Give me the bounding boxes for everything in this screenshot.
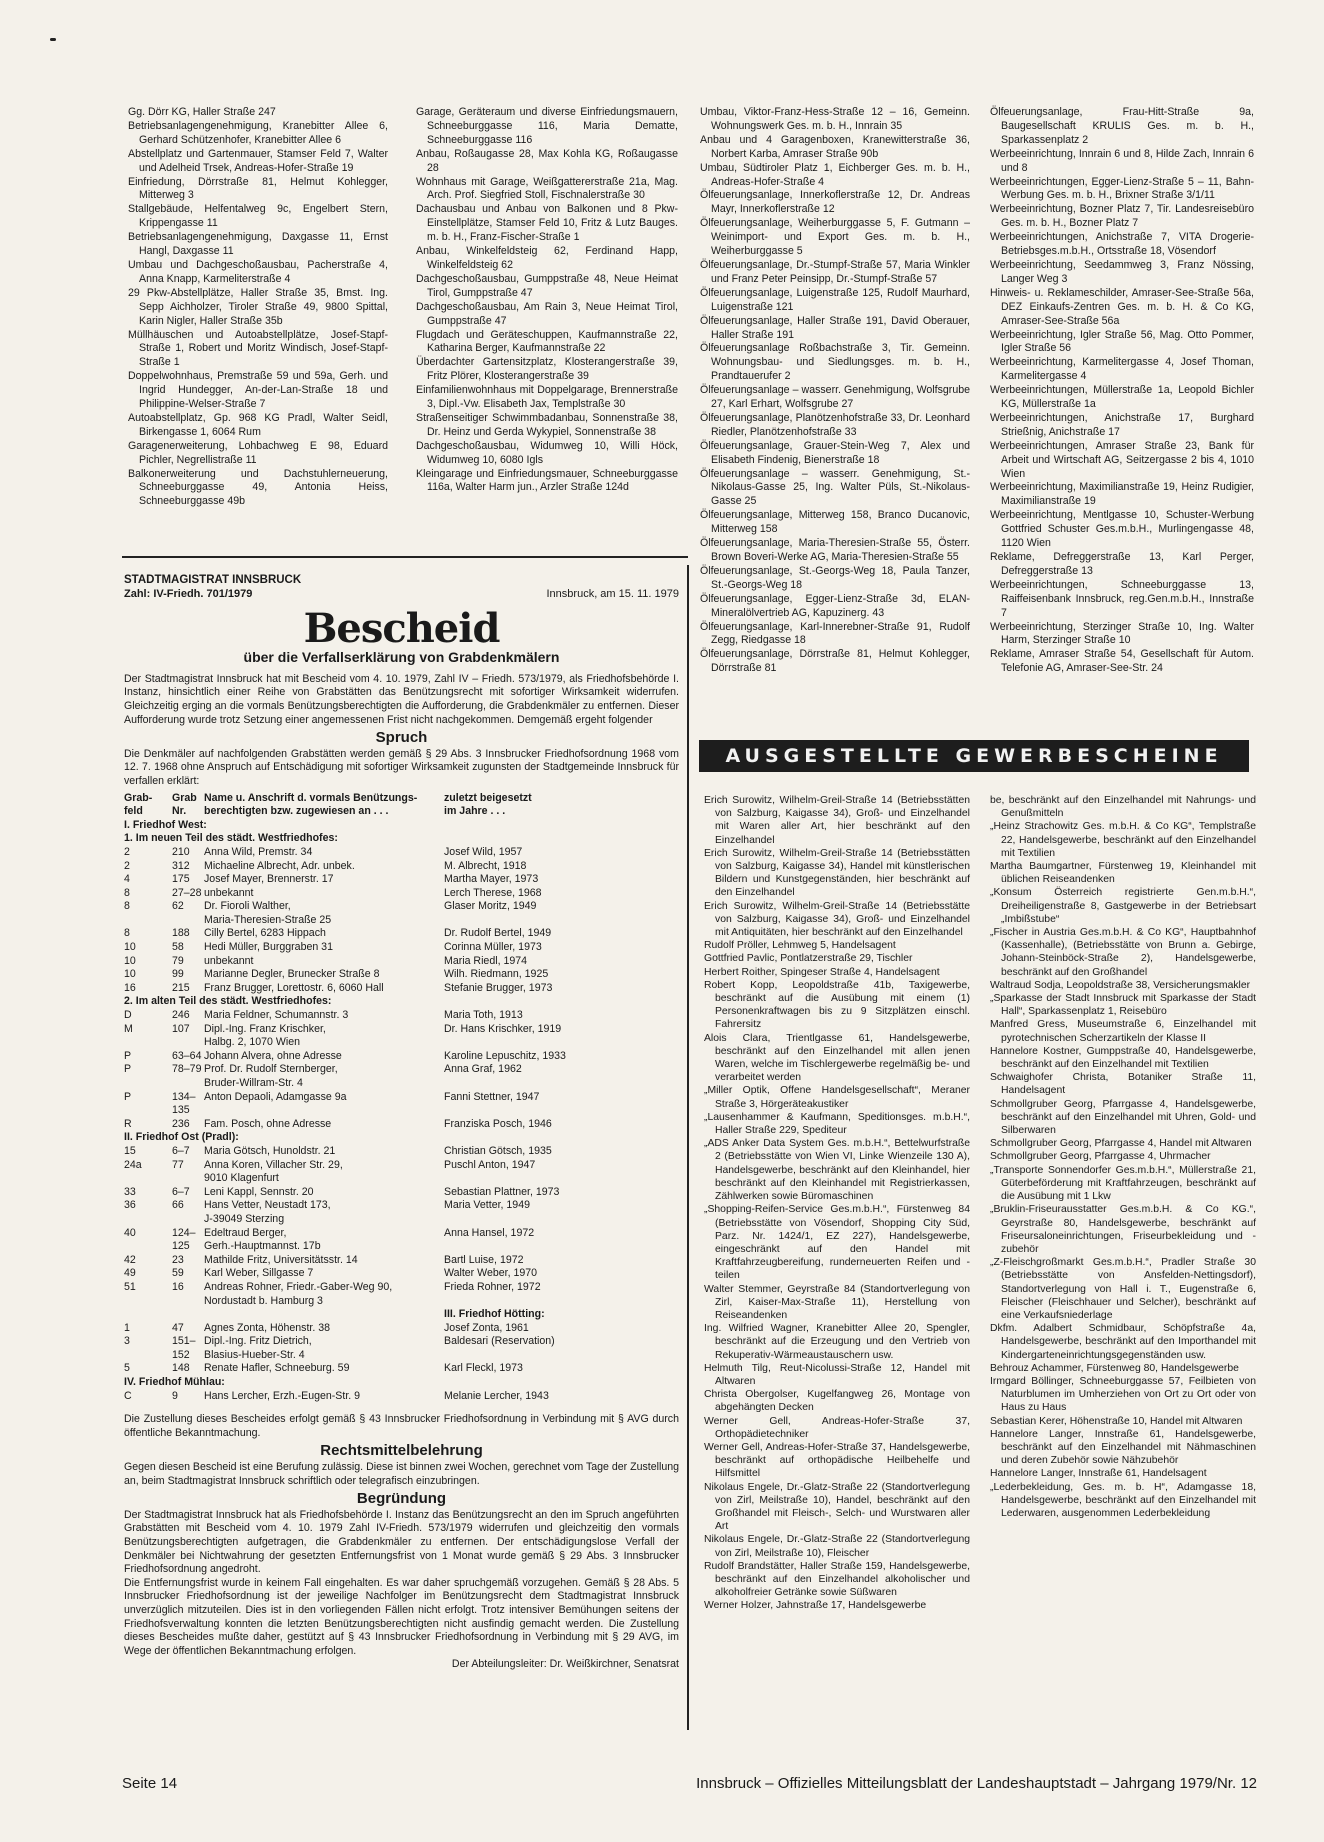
cemetery-heading: I. Friedhof West: bbox=[124, 818, 207, 831]
table-row bbox=[124, 1063, 679, 1090]
table-cell: 27–28 bbox=[172, 886, 202, 899]
table-cell: Baldesari (Reservation) bbox=[444, 1335, 555, 1348]
table-cell: 36 bbox=[124, 1199, 136, 1212]
list-entry: Helmuth Tilg, Reut-Nicolussi-Straße 12, Handel mit Altwaren bbox=[704, 1362, 970, 1387]
list-entry: Ölfeuerungsanlage, St.-Georgs-Weg 18, Paula Tanzer, St.-Georgs-Weg 18 bbox=[700, 564, 970, 591]
table-cell: C bbox=[124, 1389, 132, 1402]
list-entry: Rudolf Pröller, Lehmweg 5, Handelsagent bbox=[704, 940, 896, 952]
table-cell: Stefanie Brugger, 1973 bbox=[444, 981, 553, 994]
table-cell: P bbox=[124, 1090, 132, 1103]
table-cell: Dipl.-Ing. Fritz Dietrich, Blasius-Hueber-Str. 4 bbox=[204, 1335, 312, 1361]
table-cell: 210 bbox=[172, 845, 190, 858]
table-cell: 63–64 bbox=[172, 1049, 202, 1062]
table-cell: unbekannt bbox=[204, 886, 254, 899]
list-entry: Werner Gell, Andreas-Hofer-Straße 37, Orthopädietechniker bbox=[704, 1415, 970, 1440]
table-cell: 2 bbox=[124, 859, 130, 872]
table-cell: 16 bbox=[124, 981, 136, 994]
table-row bbox=[124, 1267, 679, 1281]
list-entry: Werbeeinrichtung, Sterzinger Straße 10, Ing. Walter Harm, Sterzinger Straße 10 bbox=[990, 620, 1254, 647]
section-heading: 1. Im neuen Teil des städt. Westfriedhofes: bbox=[124, 832, 338, 845]
table-cell: Lerch Therese, 1968 bbox=[444, 886, 542, 899]
begruendung-paragraph-2: Die Entfernungsfrist wurde in keinem Fall eingehalten. Es war daher spruchgemäß vorzugehen. Gemäß § 28 Abs. 5 Innsbrucker Friedhofsordnung ist der jeweilige Nachfolger im Benützungsrecht dem Stadtmagistrat Innsbruck unverzüglich mitzuteilen. Dies ist in den vorliegenden Fällen nicht erfolgt. Trotz intensiver Bemühungen seitens der Friedhofsverwaltung konnten die letzten Benützungsberechtigten nicht ausfindig gemacht werden. Die Zustellung dieses Bescheides mußte daher, gestützt auf § 43 Innsbrucker Friedhofsordnung in Verbindung mit § 29 AVG, im Wege der öffentlichen Bekanntmachung erfolgen. bbox=[124, 1576, 679, 1657]
table-cell: Edeltraud Berger, Gerh.-Hauptmannst. 17b bbox=[204, 1226, 321, 1253]
list-entry: Sebastian Kerer, Höhenstraße 10, Handel mit Altwaren bbox=[990, 1415, 1243, 1427]
table-row bbox=[124, 1023, 679, 1050]
list-entry: Schwaighofer Christa, Botaniker Straße 11, Handelsagent bbox=[990, 1072, 1256, 1097]
top-column-2 bbox=[416, 106, 678, 495]
table-cell: Dr. Rudolf Bertel, 1949 bbox=[444, 927, 552, 940]
list-entry: Flugdach und Geräteschuppen, Kaufmannstraße 22, Katharina Berger, Kaufmannstraße 22 bbox=[416, 328, 678, 355]
table-row bbox=[124, 1362, 679, 1376]
list-entry: Dachausbau und Anbau von Balkonen und 8 Pkw-Einstellplätze, Stamser Feld 10, Fritz & Lutz Bauges. m. b. H., Franz-Fischer-Straße 1 bbox=[416, 203, 678, 244]
table-cell: unbekannt bbox=[204, 954, 254, 967]
gewerbe-column-2 bbox=[990, 794, 1256, 1520]
list-entry: Balkonerweiterung und Dachstuhlerneuerung, Schneeburggasse 49, Antonia Heiss, Schneeburggasse 49b bbox=[128, 467, 388, 508]
list-entry: Ölfeuerungsanlage, Weiherburggasse 5, F. Gutmann – Weinimport- und Export Ges. m. b. H., Weiherburggasse 5 bbox=[700, 217, 970, 258]
list-entry: Werbeeinrichtung, Mentlgasse 10, Schuster-Werbung Gottfried Schuster Ges.m.b.H., Murlingengasse 48, 1120 Wien bbox=[990, 509, 1254, 550]
table-cell: Anton Depaoli, Adamgasse 9a bbox=[204, 1090, 347, 1103]
table-cell: Maria Toth, 1913 bbox=[444, 1009, 523, 1022]
list-entry: Ölfeuerungsanlage, Dörrstraße 81, Helmut Kohlegger, Dörrstraße 81 bbox=[700, 648, 970, 675]
table-cell: Dr. Fioroli Walther, Maria-Theresien-Straße 25 bbox=[204, 900, 332, 926]
list-entry: Schmollgruber Georg, Pfarrgasse 4, Handelsgewerbe, beschränkt auf den Einzelhandel mit Uhren, Gold- und Silberwaren bbox=[990, 1098, 1256, 1137]
cemetery-heading: II. Friedhof Ost (Pradl): bbox=[124, 1131, 239, 1144]
table-cell: 23 bbox=[172, 1253, 184, 1266]
table-cell: Maria Götsch, Hunoldstr. 21 bbox=[204, 1144, 336, 1157]
table-cell: 15 bbox=[124, 1144, 136, 1157]
table-cell: 16 bbox=[172, 1280, 184, 1293]
table-row bbox=[124, 982, 679, 996]
table-cell: Anna Wild, Premstr. 34 bbox=[204, 845, 313, 858]
list-entry: Erich Surowitz, Wilhelm-Greil-Straße 14 (Betriebsstätten von Salzburg, Kaigasse 34), Groß- und Einzelhandel mit Waren aller Art, hier beschränkt auf den Einzelhandel bbox=[704, 795, 970, 846]
list-entry: Werbeeinrichtung, Seedammweg 3, Franz Nössing, Langer Weg 3 bbox=[990, 258, 1254, 285]
list-entry: Hinweis- u. Reklameschilder, Amraser-See-Straße 56a, DEZ Einkaufs-Zentren Ges. m. b. H. & Co KG, Amraser-See-Straße 56a bbox=[990, 286, 1254, 327]
list-entry: Behrouz Achammer, Fürstenweg 80, Handelsgewerbe bbox=[990, 1362, 1239, 1374]
table-row bbox=[124, 1145, 679, 1159]
table-cell: Josef Mayer, Brennerstr. 17 bbox=[204, 873, 334, 886]
table-cell: Josef Zonta, 1961 bbox=[444, 1321, 529, 1334]
list-entry: Werbeeinrichtungen, Schneeburggasse 13, Raiffeisenbank Innsbruck, reg.Gen.m.b.H., Innstraße 7 bbox=[990, 578, 1254, 619]
list-entry: Ing. Wilfried Wagner, Kranebitter Allee 20, Spengler, beschränkt auf die Erzeugung und den Vertrieb von Rekuperativ-Wärmeaustauschern usw. bbox=[704, 1323, 970, 1361]
cemetery-heading: III. Friedhof Hötting: bbox=[444, 1308, 545, 1321]
grave-rows-d bbox=[124, 1322, 679, 1376]
table-row bbox=[124, 1335, 679, 1362]
list-entry: Robert Kopp, Leopoldstraße 41b, Taxigewerbe, beschränkt auf die Ausübung mit einem (1) Personenkraftwagen bis zu 9 Sitzplätzen einschl. Fahrersitz bbox=[704, 979, 970, 1031]
list-entry: Herbert Roither, Spingeser Straße 4, Handelsagent bbox=[704, 966, 940, 978]
table-cell: Karl Weber, Sillgasse 7 bbox=[204, 1267, 314, 1280]
table-cell: Puschl Anton, 1947 bbox=[444, 1158, 536, 1171]
table-cell: Fam. Posch, ohne Adresse bbox=[204, 1117, 332, 1130]
notice-subtitle: über die Verfallserklärung von Grabdenkmälern bbox=[243, 649, 560, 666]
reference-row bbox=[124, 588, 679, 602]
table-cell: 51 bbox=[124, 1280, 136, 1293]
list-entry: Betriebsanlagengenehmigung, Daxgasse 11, Ernst Hangl, Daxgasse 11 bbox=[128, 231, 388, 258]
table-cell: 175 bbox=[172, 873, 190, 886]
table-cell: P bbox=[124, 1063, 132, 1076]
table-cell: Anna Graf, 1962 bbox=[444, 1063, 522, 1076]
table-cell: Glaser Moritz, 1949 bbox=[444, 900, 537, 913]
list-entry: Werbeeinrichtungen, Amraser Straße 23, Bank für Arbeit und Wirtschaft AG, Seitzergasse 2 bis 4, 1010 Wien bbox=[990, 439, 1254, 480]
table-cell: 8 bbox=[124, 900, 130, 913]
table-cell: Franziska Posch, 1946 bbox=[444, 1117, 552, 1130]
table-cell: 6–7 bbox=[172, 1185, 190, 1198]
column-divider bbox=[687, 565, 689, 1730]
begruendung-paragraph-1: Der Stadtmagistrat Innsbruck hat als Friedhofsbehörde I. Instanz das Benützungsrecht an den im Spruch angeführten Grabstätten mit Bescheid vom 4. 10. 1979 Zahl IV-Friedh. 573/1979 widerrufen und gleichzeitig den vormals Benützungsberechtigten aufgetragen, die Grabdenkmäler zu entfernen. Der entschädigungslose Verfall der Denkmäler bei Nichtwahrung der gesetzten Entfernungsfrist von 1 Monat wurde gemäß § 29 Abs. 3 Innsbrucker Friedhofsordnung angedroht. bbox=[124, 1508, 679, 1576]
list-entry: Werbeeinrichtungen, Egger-Lienz-Straße 5 – 11, Bahn-Werbung Ges. m. b. H., Brixner Straße 3/1/11 bbox=[990, 175, 1254, 202]
table-cell: 3 bbox=[124, 1335, 130, 1348]
list-entry: Erich Surowitz, Wilhelm-Greil-Straße 14 (Betriebsstätte von Salzburg, Kaigasse 34), Groß- und Einzelhandel mit Antiquitäten, hier beschränkt auf den Einzelhandel bbox=[704, 900, 970, 939]
begruendung-heading: Begründung bbox=[356, 1490, 447, 1508]
list-entry: Gottfried Pavlic, Pontlatzerstraße 29, Tischler bbox=[704, 953, 913, 965]
list-entry: Werbeeinrichtung, Karmelitergasse 4, Josef Thoman, Karmelitergasse 4 bbox=[990, 356, 1254, 383]
list-entry: Dachgeschoßausbau, Am Rain 3, Neue Heimat Tirol, Gumppstraße 47 bbox=[416, 300, 678, 327]
list-entry: Ölfeuerungsanlage, Frau-Hitt-Straße 9a, Baugesellschaft KRULIS Ges. m. b. H., Sparkassenplatz 2 bbox=[990, 106, 1254, 146]
table-cell: Dipl.-Ing. Franz Krischker, Halbg. 2, 1070 Wien bbox=[204, 1022, 326, 1049]
list-entry: Werbeeinrichtung, Maximilianstraße 19, Heinz Rudigier, Maximilianstraße 19 bbox=[990, 481, 1254, 508]
table-row bbox=[124, 887, 679, 901]
list-entry: Ölfeuerungsanlage Roßbachstraße 3, Tir. Gemeinn. Wohnungsbau- und Siedlungsges. m. b. H., Prandtauerufer 2 bbox=[700, 342, 970, 383]
table-cell: Wilh. Riedmann, 1925 bbox=[444, 968, 549, 981]
column-header: Grab Nr. bbox=[172, 791, 197, 818]
table-row bbox=[124, 1091, 679, 1118]
list-entry: „Shopping-Reifen-Service Ges.m.b.H.“, Fürstenweg 84 (Betriebsstätte von Vösendorf, Shopping City Süd, Parz. Nr. 1424/1, EZ 227), Handelsgewerbe, eingeschränkt auf den Handel mit Kraftfahrzeugbereifung, runderneuerten Reifen und -teilen bbox=[704, 1204, 970, 1282]
list-entry: Schmollgruber Georg, Pfarrgasse 4, Uhrmacher bbox=[990, 1151, 1211, 1163]
list-entry: Hannelore Kostner, Gumppstraße 40, Handelsgewerbe, beschränkt auf den Einzelhandel mit Textilien bbox=[990, 1045, 1256, 1071]
table-cell: 47 bbox=[172, 1321, 184, 1334]
table-row bbox=[124, 927, 679, 941]
list-entry: „Sparkasse der Stadt Innsbruck mit Sparkasse der Stadt Hall“, Sparkassenplatz 1, Reisebüro bbox=[990, 993, 1256, 1018]
table-cell: 10 bbox=[124, 941, 136, 954]
list-entry: Umbau, Viktor-Franz-Hess-Straße 12 – 16, Gemeinn. Wohnungswerk Ges. m. b. H., Innrain 35 bbox=[700, 106, 970, 132]
spruch-heading: Spruch bbox=[375, 729, 428, 747]
table-cell: Frieda Rohner, 1972 bbox=[444, 1280, 541, 1293]
table-cell: Maria Vetter, 1949 bbox=[444, 1199, 530, 1212]
table-cell: R bbox=[124, 1117, 132, 1130]
table-row bbox=[124, 1199, 679, 1226]
list-entry: Schmollgruber Georg, Pfarrgasse 4, Handel mit Altwaren bbox=[990, 1138, 1252, 1150]
column-header: Grab- feld bbox=[124, 791, 153, 818]
list-entry: Anbau und 4 Garagenboxen, Kranewitterstraße 36, Norbert Karba, Amraser Straße 90b bbox=[700, 133, 970, 160]
list-entry: Dachgeschoßausbau, Gumppstraße 48, Neue Heimat Tirol, Gumppstraße 47 bbox=[416, 272, 678, 299]
list-entry: Ölfeuerungsanlage, Haller Straße 191, David Oberauer, Haller Straße 191 bbox=[700, 314, 970, 341]
table-cell: P bbox=[124, 1049, 132, 1062]
list-entry: Umbau, Südtiroler Platz 1, Eichberger Ges. m. b. H., Andreas-Hofer-Straße 4 bbox=[700, 161, 970, 188]
table-cell: 9 bbox=[172, 1389, 178, 1402]
notice-title: Bescheid bbox=[303, 605, 500, 653]
table-cell: 79 bbox=[172, 954, 184, 967]
intro-paragraph: Der Stadtmagistrat Innsbruck hat mit Bescheid vom 4. 10. 1979, Zahl IV – Friedh. 573/1979, als Friedhofsbehörde I. Instanz, hinsichtlich einer Reihe von Grabstätten das Benützungsrecht mit sofortiger Wirksamkeit widerrufen. Gleichzeitig erging an die vormals Benützungsberechtigten die Aufforderung, die Grabdenkmäler zu entfernen. Dieser Aufforderung wurde trotz Setzung einer angemessenen Frist nicht nachgekommen. Demgemäß ergeht folgender bbox=[124, 672, 679, 726]
table-cell: 5 bbox=[124, 1362, 130, 1375]
table-cell: M bbox=[124, 1022, 133, 1035]
grave-rows-a bbox=[124, 846, 679, 996]
list-entry: Nikolaus Engele, Dr.-Glatz-Straße 22 (Standortverlegung von Zirl, Meilstraße 10), Fleischer bbox=[704, 1534, 970, 1559]
table-cell: Cilly Bertel, 6283 Hippach bbox=[204, 927, 326, 940]
list-entry: Autoabstellplatz, Gp. 968 KG Pradl, Walter Seidl, Birkengasse 1, 6064 Rum bbox=[128, 411, 388, 438]
table-cell: 188 bbox=[172, 927, 190, 940]
list-entry: Wohnhaus mit Garage, Weißgattererstraße 21a, Mag. Arch. Prof. Siegfried Stoll, Fischnalerstraße 30 bbox=[416, 175, 678, 202]
table-cell: 4 bbox=[124, 873, 130, 886]
table-cell: 78–79 bbox=[172, 1063, 202, 1076]
page-number: Seite 14 bbox=[122, 1775, 178, 1792]
list-entry: „Miller Optik, Offene Handelsgesellschaft“, Meraner Straße 3, Hörgeräteakustiker bbox=[704, 1085, 970, 1110]
table-cell: Hedi Müller, Burggraben 31 bbox=[204, 941, 333, 954]
top-column-1 bbox=[128, 106, 388, 509]
list-entry: Müllhäuschen und Autoabstellplätze, Josef-Stapf-Straße 1, Robert und Moritz Windisch, Josef-Stapf-Straße 1 bbox=[128, 328, 388, 369]
list-entry: Erich Surowitz, Wilhelm-Greil-Straße 14 (Betriebsstätten von Salzburg, Kaigasse 34), Handel mit künstlerischen Bildern und Kunstgegenständen, hier beschränkt auf den Einzelhandel bbox=[704, 847, 970, 899]
table-row bbox=[124, 1322, 679, 1336]
table-cell: Martha Mayer, 1973 bbox=[444, 873, 539, 886]
list-entry: Garagenerweiterung, Lohbachweg E 98, Eduard Pichler, Negrellistraße 11 bbox=[128, 439, 388, 466]
list-entry: Ölfeuerungsanlage, Maria-Theresien-Straße 55, Österr. Brown Boveri-Werke AG, Maria-Theresien-Straße 55 bbox=[700, 537, 970, 563]
table-row bbox=[124, 1009, 679, 1023]
table-cell: 24a bbox=[124, 1158, 142, 1171]
list-entry: Kleingarage und Einfriedungsmauer, Schneeburggasse 116a, Walter Harm jun., Arzler Straße 124d bbox=[416, 467, 678, 494]
table-cell: 77 bbox=[172, 1158, 184, 1171]
list-entry: Ölfeuerungsanlage, Luigenstraße 125, Rudolf Maurhard, Luigenstraße 121 bbox=[700, 286, 970, 313]
table-cell: 1 bbox=[124, 1321, 130, 1334]
list-entry: Ölfeuerungsanlage, Egger-Lienz-Straße 3d, ELAN-Mineralölvertrieb AG, Kapuzinerg. 43 bbox=[700, 592, 970, 619]
table-cell: 40 bbox=[124, 1226, 136, 1239]
list-entry: Ölfeuerungsanlage, Dr.-Stumpf-Straße 57, Maria Winkler und Franz Peter Peinsipp, Dr.-Stumpf-Straße 57 bbox=[700, 258, 970, 285]
table-cell: M. Albrecht, 1918 bbox=[444, 859, 527, 872]
table-cell: 8 bbox=[124, 927, 130, 940]
list-entry: „Konsum Österreich registrierte Gen.m.b.H.“, Dreiheiligenstraße 8, Gastgewerbe in der Betriebsart „Imbißstube“ bbox=[990, 887, 1256, 925]
list-entry: Dkfm. Adalbert Schmidbaur, Schöpfstraße 4a, Handelsgewerbe, beschränkt auf den Importhandel mit Kindergarteneinrichtungsgegenständen usw. bbox=[990, 1323, 1256, 1361]
issue-date: Innsbruck, am 15. 11. 1979 bbox=[546, 587, 679, 600]
table-cell: 151–152 bbox=[172, 1335, 196, 1361]
table-row bbox=[124, 1118, 679, 1132]
table-cell: Leni Kappl, Sennstr. 20 bbox=[204, 1185, 314, 1198]
table-cell: Karoline Lepuschitz, 1933 bbox=[444, 1049, 566, 1062]
list-entry: Einfamilienwohnhaus mit Doppelgarage, Brennerstraße 3, Dipl.-Vw. Elisabeth Jax, Templstraße 30 bbox=[416, 384, 678, 411]
table-row bbox=[124, 1254, 679, 1268]
list-entry: Irmgard Böllinger, Schneeburggasse 57, Feilbieten von Naturblumen im Umherziehen von Ort zu Ort oder von Haus zu Haus bbox=[990, 1375, 1256, 1414]
list-entry: Christa Obergolser, Kugelfangweg 26, Montage von abgehängten Decken bbox=[704, 1389, 970, 1414]
table-cell: Christian Götsch, 1935 bbox=[444, 1144, 552, 1157]
column-header: zuletzt beigesetzt im Jahre . . . bbox=[444, 791, 532, 818]
list-entry: Walter Stemmer, Geyrstraße 84 (Standortverlegung von Zirl, Kaiser-Max-Straße 11), Herstellung von Reiseandenken bbox=[704, 1283, 970, 1321]
page-footer bbox=[122, 1775, 1257, 1792]
table-cell: Corinna Müller, 1973 bbox=[444, 941, 542, 954]
spruch-paragraph: Die Denkmäler auf nachfolgenden Grabstätten werden gemäß § 29 Abs. 3 Innsbrucker Friedhofsordnung 1968 vom 12. 7. 1968 ohne Anspruch auf Entschädigung mit sofortiger Wirksamkeit zugunsten der Stadtgemeinde Innsbruck für verfallen erklärt: bbox=[124, 747, 679, 787]
list-entry: „ADS Anker Data System Ges. m.b.H.“, Bettelwurfstraße 2 (Betriebsstätte von Wien VI, Linke Wienzeile 130 A), Handelsgewerbe, beschränkt auf den Kleinhandel, hier beschränkt auf den Kleinhandel mit Registrierkassen, Zählwerken sowie Büromaschinen bbox=[704, 1138, 970, 1203]
gewerbe-banner: AUSGESTELLTE GEWERBESCHEINE bbox=[699, 740, 1249, 772]
list-entry: Nikolaus Engele, Dr.-Glatz-Straße 22 (Standortverlegung von Zirl, Meilstraße 10), Handel, beschränkt auf den Großhandel mit Fleisch-, Selch- und Wurstwaren aller Art bbox=[704, 1481, 970, 1533]
list-entry: Werbeeinrichtungen, Anichstraße 17, Burghard Strießnig, Anichstraße 17 bbox=[990, 411, 1254, 438]
table-cell: Maria Riedl, 1974 bbox=[444, 954, 528, 967]
table-cell: Walter Weber, 1970 bbox=[444, 1267, 538, 1280]
table-cell: Mathilde Fritz, Universitätsstr. 14 bbox=[204, 1253, 358, 1266]
list-entry: Werbeeinrichtungen, Müllerstraße 1a, Leopold Bichler KG, Müllerstraße 1a bbox=[990, 384, 1254, 411]
table-cell: Andreas Rohner, Friedr.-Gaber-Weg 90, Nordustadt b. Hamburg 3 bbox=[204, 1280, 393, 1307]
list-entry: Werbeeinrichtungen, Anichstraße 7, VITA Drogerie-Betriebsges.m.b.H., Ortsstraße 18, Vösendorf bbox=[990, 231, 1254, 258]
table-cell: 215 bbox=[172, 981, 190, 994]
table-row bbox=[124, 941, 679, 955]
list-entry: Doppelwohnhaus, Premstraße 59 und 59a, Gerh. und Ingrid Hundegger, An-der-Lan-Straße 18 und Philippine-Welser-Straße 7 bbox=[128, 370, 388, 411]
list-entry: Reklame, Defreggerstraße 13, Karl Perger, Defreggerstraße 13 bbox=[990, 551, 1254, 577]
table-cell: 66 bbox=[172, 1199, 184, 1212]
table-cell: Anna Hansel, 1972 bbox=[444, 1226, 535, 1239]
list-entry: Waltraud Sodja, Leopoldstraße 38, Versicherungsmakler bbox=[990, 979, 1251, 991]
list-entry: „Transporte Sonnendorfer Ges.m.b.H.“, Müllerstraße 21, Güterbeförderung mit Kraftfahrzeugen, beschränkt auf die Ausübung mit 1 Lkw bbox=[990, 1164, 1256, 1203]
publication-line: Innsbruck – Offizielles Mitteilungsblatt der Landeshauptstadt – Jahrgang 1979/Nr. 12 bbox=[696, 1775, 1257, 1792]
table-cell: 8 bbox=[124, 886, 130, 899]
table-row bbox=[124, 1159, 679, 1186]
list-entry: Werbeeinrichtung, Bozner Platz 7, Tir. Landesreisebüro Ges. m. b. H., Bozner Platz 7 bbox=[990, 203, 1254, 230]
rechtsmittel-paragraph: Gegen diesen Bescheid ist eine Berufung zulässig. Diese ist binnen zwei Wochen, gerechnet vom Tage der Zustellung an, beim Stadtmagistrat Innsbruck schriftlich oder telegrafisch einzubringen. bbox=[124, 1461, 679, 1487]
list-entry: Hannelore Langer, Innstraße 61, Handelsgewerbe, beschränkt auf den Einzelhandel mit Nähmaschinen und deren Zubehör sowie Nähzubehör bbox=[990, 1428, 1256, 1467]
list-entry: „Lederbekleidung, Ges. m. b. H“, Adamgasse 18, Handelsgewerbe, beschränkt auf den Einzelhandel mit Lederwaren, ausgenommen Lederbekleidung bbox=[990, 1481, 1256, 1519]
list-entry: Anbau, Roßaugasse 28, Max Kohla KG, Roßaugasse 28 bbox=[416, 147, 678, 174]
table-cell: 10 bbox=[124, 954, 136, 967]
list-entry: „Bruklin-Friseurausstatter Ges.m.b.H. & Co KG.“, Geyrstraße 80, Handelsgewerbe, beschränkt auf Friseursaloneinrichtungen, Friseurbekleidung und -zubehör bbox=[990, 1204, 1256, 1255]
table-cell: 59 bbox=[172, 1267, 184, 1280]
list-entry: Betriebsanlagengenehmigung, Kranebitter Allee 6, Gerhard Schützenhofer, Kranebitter Allee 6 bbox=[128, 119, 388, 146]
table-cell: Josef Wild, 1957 bbox=[444, 845, 523, 858]
list-entry: Werner Holzer, Jahnstraße 17, Handelsgewerbe bbox=[704, 1600, 927, 1612]
list-entry: Ölfeuerungsanlage, Innerkoflerstraße 12, Dr. Andreas Mayr, Innerkoflerstraße 12 bbox=[700, 189, 970, 216]
list-entry: Alois Clara, Trientlgasse 61, Handelsgewerbe, beschränkt auf den Einzelhandel mit allen jenen Waren, welche im Tischlergewerbe regelmäßig be- und verarbeitet werden bbox=[704, 1032, 970, 1084]
table-cell: Melanie Lercher, 1943 bbox=[444, 1389, 549, 1402]
table-row bbox=[124, 1390, 679, 1404]
table-row bbox=[124, 955, 679, 969]
list-entry: Abstellplatz und Gartenmauer, Stamser Feld 7, Walter und Adelheid Trsek, Andreas-Hofer-Straße 19 bbox=[128, 147, 388, 174]
table-cell: Karl Fleckl, 1973 bbox=[444, 1362, 523, 1375]
top-column-3 bbox=[700, 106, 970, 676]
rechtsmittel-heading: Rechtsmittelbelehrung bbox=[320, 1442, 483, 1460]
table-row bbox=[124, 860, 679, 874]
list-entry: Werbeeinrichtung, Igler Straße 56, Mag. Otto Pommer, Igler Straße 56 bbox=[990, 328, 1254, 355]
list-entry: Werbeeinrichtung, Innrain 6 und 8, Hilde Zach, Innrain 6 und 8 bbox=[990, 147, 1254, 174]
table-cell: 49 bbox=[124, 1267, 136, 1280]
list-entry: Rudolf Brandstätter, Haller Straße 159, Handelsgewerbe, beschränkt auf den Einzelhandel alkoholischer und alkoholfreier Getränke sowie Süßwaren bbox=[704, 1560, 970, 1599]
list-entry: be, beschränkt auf den Einzelhandel mit Nahrungs- und Genußmitteln bbox=[990, 795, 1256, 820]
table-row bbox=[124, 968, 679, 982]
table-cell: 33 bbox=[124, 1185, 136, 1198]
list-entry: Ölfeuerungsanlage – wasserr. Genehmigung, Wolfsgrube 27, Karl Erhart, Wolfsgrube 27 bbox=[700, 384, 970, 411]
scan-mark bbox=[50, 38, 56, 41]
grave-rows-e bbox=[124, 1390, 679, 1404]
list-entry: Reklame, Amraser Straße 54, Gesellschaft für Autom. Telefonie AG, Amraser-See-Str. 24 bbox=[990, 648, 1254, 675]
top-column-4 bbox=[990, 106, 1254, 676]
table-cell: Bartl Luise, 1972 bbox=[444, 1253, 524, 1266]
list-entry: „Fischer in Austria Ges.m.b.H. & Co KG“, Hauptbahnhof (Kassenhalle), (Betriebsstätte von Brunn a. Gebirge, Johann-Steinböck-Straße 2), Handelsgewerbe, beschränkt auf den Großhandel bbox=[990, 927, 1256, 978]
table-cell: Fanni Stettner, 1947 bbox=[444, 1090, 540, 1103]
gewerbe-column-1 bbox=[704, 794, 970, 1613]
table-row bbox=[124, 900, 679, 927]
list-entry: Umbau und Dachgeschoßausbau, Pacherstraße 4, Anna Knapp, Karmeliterstraße 4 bbox=[128, 258, 388, 285]
table-cell: Dr. Hans Krischker, 1919 bbox=[444, 1022, 562, 1035]
table-row bbox=[124, 1281, 679, 1308]
table-row bbox=[124, 846, 679, 860]
list-entry: Manfred Gress, Museumstraße 6, Einzelhandel mit pyrotechnischen Scherzartikeln der Klasse II bbox=[990, 1019, 1256, 1044]
list-entry: Gg. Dörr KG, Haller Straße 247 bbox=[128, 106, 276, 118]
grave-table-header bbox=[124, 792, 679, 819]
table-cell: 312 bbox=[172, 859, 190, 872]
list-entry: Martha Baumgartner, Fürstenweg 19, Kleinhandel mit üblichen Reiseandenken bbox=[990, 861, 1256, 886]
list-entry: Ölfeuerungsanlage, Grauer-Stein-Weg 7, Alex und Elisabeth Findenig, Bienerstraße 18 bbox=[700, 439, 970, 466]
table-cell: Renate Hafler, Schneeburg. 59 bbox=[204, 1362, 350, 1375]
list-entry: Ölfeuerungsanlage, Karl-Innerebner-Straße 91, Rudolf Zegg, Riedgasse 18 bbox=[700, 620, 970, 647]
list-entry: Werner Gell, Andreas-Hofer-Straße 37, Handelsgewerbe, beschränkt auf orthopädische Heilbehelfe und Hilfsmittel bbox=[704, 1441, 970, 1480]
table-cell: Agnes Zonta, Höhenstr. 38 bbox=[204, 1321, 331, 1334]
table-cell: 2 bbox=[124, 845, 130, 858]
table-cell: 134–135 bbox=[172, 1090, 196, 1117]
table-cell: Franz Brugger, Lorettostr. 6, 6060 Hall bbox=[204, 981, 384, 994]
table-cell: 42 bbox=[124, 1253, 136, 1266]
reference-number: Zahl: IV-Friedh. 701/1979 bbox=[124, 587, 253, 600]
table-cell: 62 bbox=[172, 900, 184, 913]
issuer: STADTMAGISTRAT INNSBRUCK bbox=[124, 574, 302, 586]
table-row bbox=[124, 1050, 679, 1064]
list-entry: Ölfeuerungsanlage – wasserr. Genehmigung, St.-Nikolaus-Gasse 25, Ing. Walter Püls, St.-Nikolaus-Gasse 25 bbox=[700, 467, 970, 508]
list-entry: „Lausenhammer & Kaufmann, Speditionsges. m.b.H.“, Haller Straße 229, Spediteur bbox=[704, 1111, 970, 1137]
table-cell: 246 bbox=[172, 1009, 190, 1022]
table-row bbox=[124, 873, 679, 887]
table-cell: Maria Feldner, Schumannstr. 3 bbox=[204, 1009, 349, 1022]
grave-rows-b bbox=[124, 1009, 679, 1131]
list-entry: Anbau, Winkelfeldsteig 62, Ferdinand Happ, Winkelfeldsteig 62 bbox=[416, 245, 678, 271]
table-cell: Prof. Dr. Rudolf Sternberger, Bruder-Willram-Str. 4 bbox=[204, 1063, 338, 1089]
section-divider bbox=[122, 556, 688, 558]
table-cell: 99 bbox=[172, 968, 184, 981]
list-entry: Dachgeschoßausbau, Widumweg 10, Willi Höck, Widumweg 10, 6080 Igls bbox=[416, 439, 678, 466]
section-heading: 2. Im alten Teil des städt. Westfriedhofes: bbox=[124, 995, 332, 1008]
column-header: Name u. Anschrift d. vormals Benützungs- berechtigten bzw. zugewiesen an . . . bbox=[204, 791, 418, 818]
list-entry: Ölfeuerungsanlage, Planötzenhofstraße 33, Dr. Leonhard Riedler, Planötzenhofstraße 33 bbox=[700, 411, 970, 438]
table-cell: Hans Lercher, Erzh.-Eugen-Str. 9 bbox=[204, 1389, 361, 1402]
table-row bbox=[124, 1186, 679, 1200]
list-entry: „Heinz Strachowitz Ges. m.b.H. & Co KG“, Templstraße 22, Handelsgewerbe, beschränkt auf den Einzelhandel mit Textilien bbox=[990, 821, 1256, 859]
signature-line: Der Abteilungsleiter: Dr. Weißkirchner, Senatsrat bbox=[451, 1658, 679, 1671]
table-cell: 58 bbox=[172, 941, 184, 954]
list-entry: Ölfeuerungsanlage, Mitterweg 158, Branco Ducanovic, Mitterweg 158 bbox=[700, 509, 970, 536]
table-row bbox=[124, 1227, 679, 1254]
table-cell: Sebastian Plattner, 1973 bbox=[444, 1185, 560, 1198]
list-entry: 29 Pkw-Abstellplätze, Haller Straße 35, Bmst. Ing. Sepp Aichholzer, Tiroler Straße 49, 9800 Spittal, Karin Nigler, Haller Straße 35b bbox=[128, 286, 388, 327]
table-cell: 124–125 bbox=[172, 1226, 196, 1253]
table-cell: 148 bbox=[172, 1362, 190, 1375]
table-cell: Anna Koren, Villacher Str. 29, 9010 Klagenfurt bbox=[204, 1158, 343, 1185]
table-cell: D bbox=[124, 1009, 132, 1022]
list-entry: Garage, Geräteraum und diverse Einfriedungsmauern, Schneeburggasse 116, Maria Dematte, Schneeburggasse 116 bbox=[416, 106, 678, 146]
table-cell: Michaeline Albrecht, Adr. unbek. bbox=[204, 859, 355, 872]
bescheid-notice bbox=[124, 574, 679, 1672]
list-entry: Einfriedung, Dörrstraße 81, Helmut Kohlegger, Mitterweg 3 bbox=[128, 175, 388, 202]
table-cell: Marianne Degler, Brunecker Straße 8 bbox=[204, 968, 380, 981]
table-cell: 10 bbox=[124, 968, 136, 981]
grave-rows-c bbox=[124, 1145, 679, 1308]
table-cell: Johann Alvera, ohne Adresse bbox=[204, 1049, 342, 1062]
list-entry: Überdachter Gartensitzplatz, Klosterangerstraße 39, Fritz Plörer, Klosterangerstraße 39 bbox=[416, 356, 678, 383]
table-cell: Hans Vetter, Neustadt 173, J-39049 Sterzing bbox=[204, 1199, 331, 1225]
cemetery-heading: IV. Friedhof Mühlau: bbox=[124, 1376, 225, 1389]
table-cell: 107 bbox=[172, 1022, 190, 1035]
zustellung-paragraph: Die Zustellung dieses Bescheides erfolgt gemäß § 43 Innsbrucker Friedhofsordnung in Verbindung mit § AVG durch öffentliche Bekanntmachung. bbox=[124, 1413, 679, 1439]
table-cell: 236 bbox=[172, 1117, 190, 1130]
list-entry: „Z-Fleischgroßmarkt Ges.m.b.H.“, Pradler Straße 30 (Betriebsstätte von Ansfelden-Nettingsdorf), Standortverlegung von Hall i. T., Eugenstraße 6, Fleischer (Fleischhauer und Selcher), beschränkt auf eine Verkaufsniederlage bbox=[990, 1257, 1256, 1321]
list-entry: Stallgebäude, Helfentalweg 9c, Engelbert Stern, Krippengasse 11 bbox=[128, 203, 388, 230]
list-entry: Straßenseitiger Schwimmbadanbau, Sonnenstraße 38, Dr. Heinz und Gerda Wykypiel, Sonnenstraße 38 bbox=[416, 411, 678, 438]
table-cell: 6–7 bbox=[172, 1144, 190, 1157]
list-entry: Hannelore Langer, Innstraße 61, Handelsagent bbox=[990, 1468, 1207, 1480]
